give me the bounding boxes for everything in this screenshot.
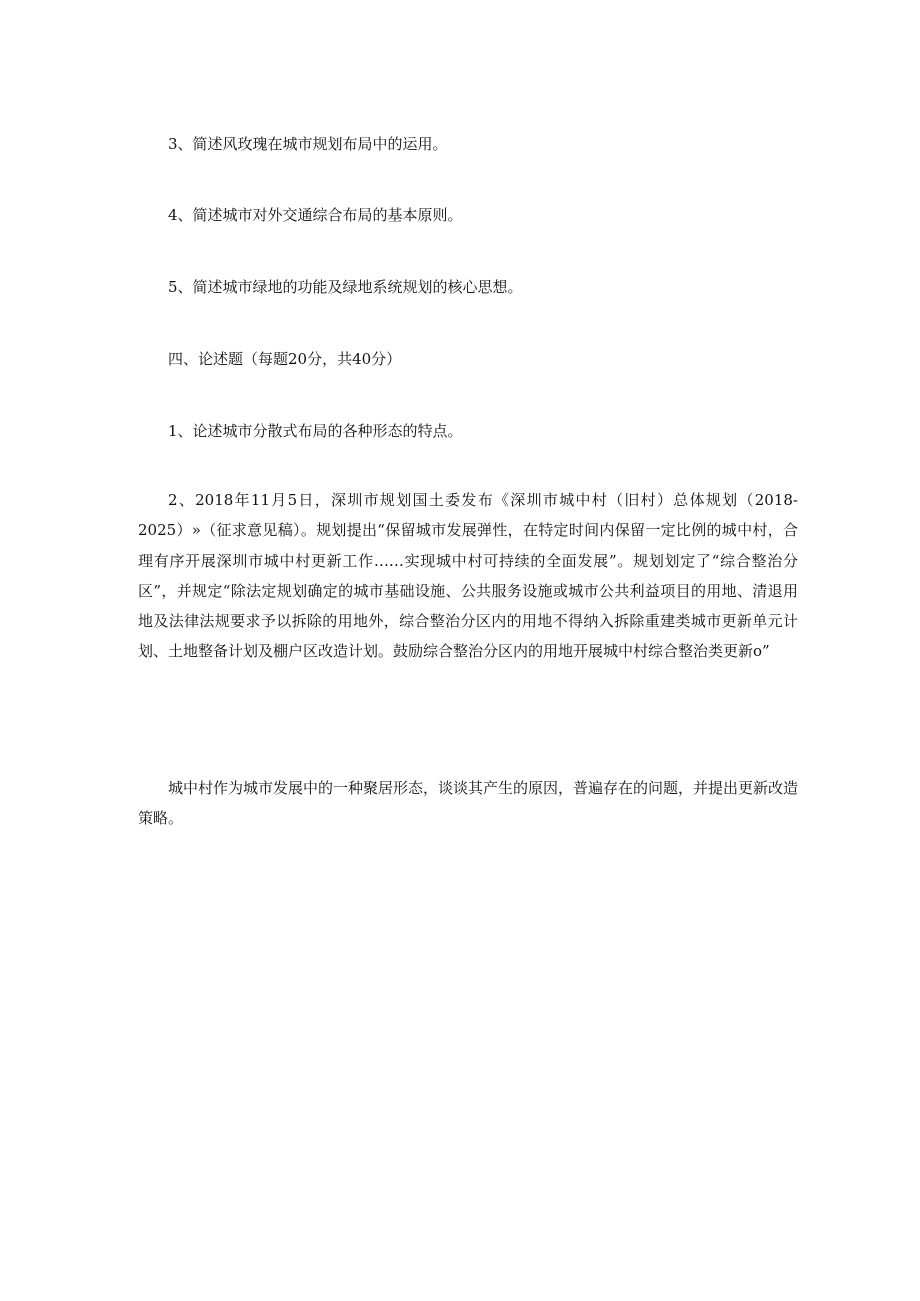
question-4: 4、简述城市对外交通综合布局的基本原则。 [168, 206, 463, 224]
section-heading: 四、论述题（每题20分，共40分） [168, 350, 402, 368]
essay-question-2-background: 2、2018年11月5日，深圳市规划国土委发布《深圳市城中村（旧村）总体规划（2018-2025）»（征求意见稿）。规划提出“保留城市发展弹性，在特定时间内保留一定比例的城中村，合理有序开展深圳市城中村更新工作……实现城中村可持续的全面发展”。规划划定了“综合整治分区”，并规定“除法定规划确定的城市基础设施、公共服务设施或城市公共利益项目的用地、清退用地及法律法规要求予以拆除的用地外，综合整治分区内的用地不得纳入拆除重建类城市更新单元计划、土地整备计划及棚户区改造计划。鼓励综合整治分区内的用地开展城中村综合整治类更新o” [138, 491, 798, 661]
question-5: 5、简述城市绿地的功能及绿地系统规划的核心思想。 [168, 278, 523, 296]
essay-question-2-prompt: 城中村作为城市发展中的一种聚居形态，谈谈其产生的原因，普遍存在的问题，并提出更新改造策略。 [138, 779, 799, 828]
question-3: 3、简述风玫瑰在城市规划布局中的运用。 [168, 135, 448, 153]
essay-question-1: 1、论述城市分散式布局的各种形态的特点。 [168, 422, 463, 440]
